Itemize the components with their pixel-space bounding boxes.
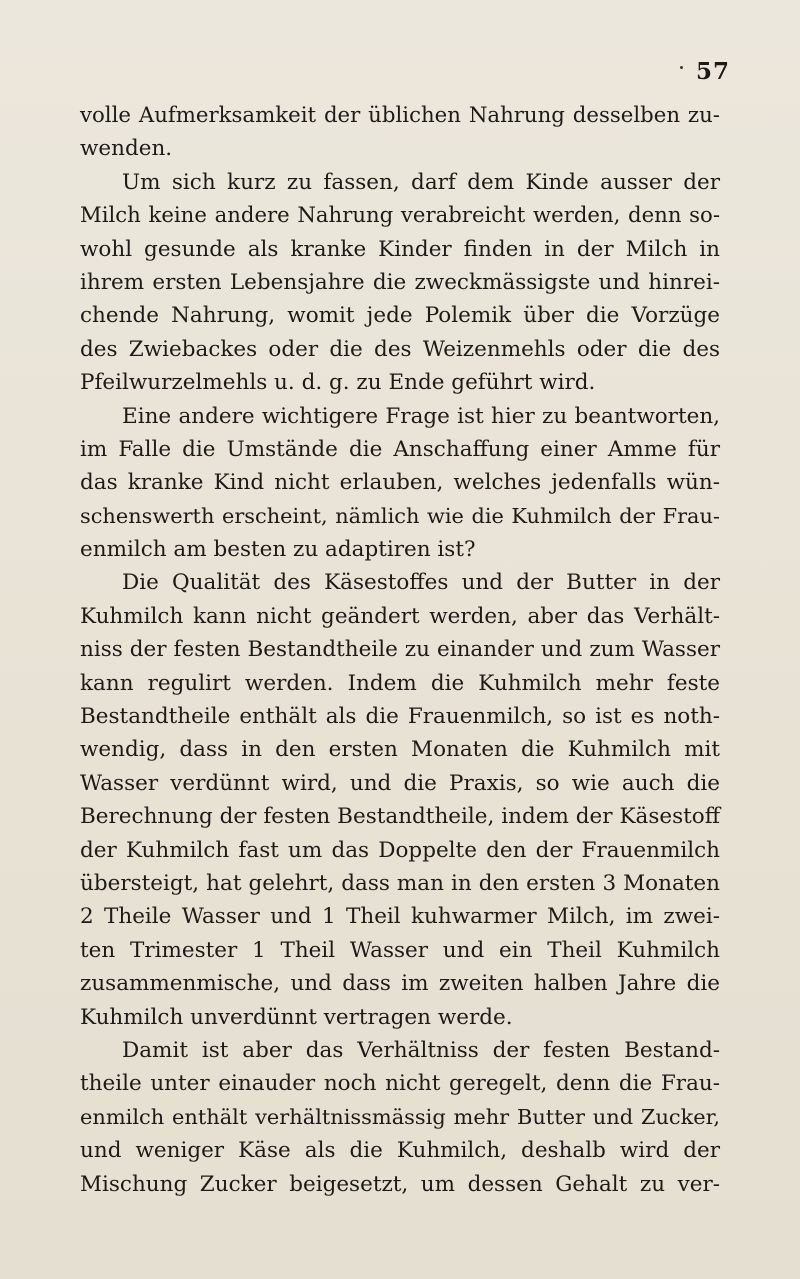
text-line: wendig, dass in den ersten Monaten die Kuhmilch mit bbox=[80, 737, 720, 763]
text-line: Kuhmilch unverdünnt vertragen werde. bbox=[80, 1004, 513, 1030]
text-line: ten Trimester 1 Theil Wasser und ein Theil Kuhmilch bbox=[80, 937, 720, 963]
text-line: enmilch am besten zu adaptiren ist? bbox=[80, 537, 476, 563]
body-text bbox=[80, 99, 720, 1201]
text-line: Milch keine andere Nahrung verabreicht werden, denn so- bbox=[80, 203, 720, 229]
text-line: das kranke Kind nicht erlauben, welches jedenfalls wün- bbox=[80, 470, 720, 496]
text-line: Pfeilwurzelmehls u. d. g. zu Ende geführt wird. bbox=[80, 370, 596, 396]
text-line: 2 Theile Wasser und 1 Theil kuhwarmer Milch, im zwei- bbox=[80, 904, 720, 930]
text-line: und weniger Käse als die Kuhmilch, deshalb wird der bbox=[80, 1138, 720, 1164]
text-line: Damit ist aber das Verhältniss der festen Bestand- bbox=[122, 1037, 720, 1063]
text-line: Um sich kurz zu fassen, darf dem Kinde ausser der bbox=[122, 169, 720, 195]
text-line: kann regulirt werden. Indem die Kuhmilch mehr feste bbox=[80, 670, 720, 696]
text-line: Eine andere wichtigere Frage ist hier zu beantworten, bbox=[122, 403, 720, 429]
ink-speck bbox=[680, 66, 683, 69]
text-line: volle Aufmerksamkeit der üblichen Nahrung desselben zu- bbox=[80, 103, 720, 128]
text-line: Kuhmilch kann nicht geändert werden, aber das Verhält- bbox=[80, 603, 720, 629]
page-number: 57 bbox=[695, 58, 730, 85]
text-line: im Falle die Umstände die Anschaffung einer Amme für bbox=[80, 436, 720, 462]
text-line: Die Qualität des Käsestoffes und der Butter in der bbox=[122, 570, 720, 596]
text-line: des Zwiebackes oder die des Weizenmehls oder die des bbox=[80, 336, 720, 362]
text-line: enmilch enthält verhältnissmässig mehr Butter und Zucker, bbox=[80, 1104, 720, 1129]
text-line: Mischung Zucker beigesetzt, um dessen Gehalt zu ver- bbox=[80, 1171, 720, 1197]
text-line: wohl gesunde als kranke Kinder finden in der Milch in bbox=[80, 236, 720, 262]
text-line: schenswerth erscheint, nämlich wie die Kuhmilch der Frau- bbox=[80, 503, 720, 528]
text-line: ihrem ersten Lebensjahre die zweckmässigste und hinrei- bbox=[80, 269, 720, 295]
text-line: der Kuhmilch fast um das Doppelte den der Frauenmilch bbox=[80, 837, 720, 863]
text-line: niss der festen Bestandtheile zu einander und zum Wasser bbox=[80, 637, 720, 663]
text-line: übersteigt, hat gelehrt, dass man in den ersten 3 Monaten bbox=[80, 870, 720, 896]
text-line: zusammenmische, und dass im zweiten halben Jahre die bbox=[80, 971, 720, 997]
text-line: Berechnung der festen Bestandtheile, indem der Käsestoff bbox=[80, 804, 720, 830]
text-line: theile unter einauder noch nicht geregelt, denn die Frau- bbox=[80, 1071, 720, 1097]
text-line: Bestandtheile enthält als die Frauenmilch, so ist es noth- bbox=[80, 704, 720, 730]
text-line: chende Nahrung, womit jede Polemik über die Vorzüge bbox=[80, 303, 720, 329]
text-line: wenden. bbox=[80, 136, 173, 162]
text-line: Wasser verdünnt wird, und die Praxis, so wie auch die bbox=[80, 770, 720, 796]
